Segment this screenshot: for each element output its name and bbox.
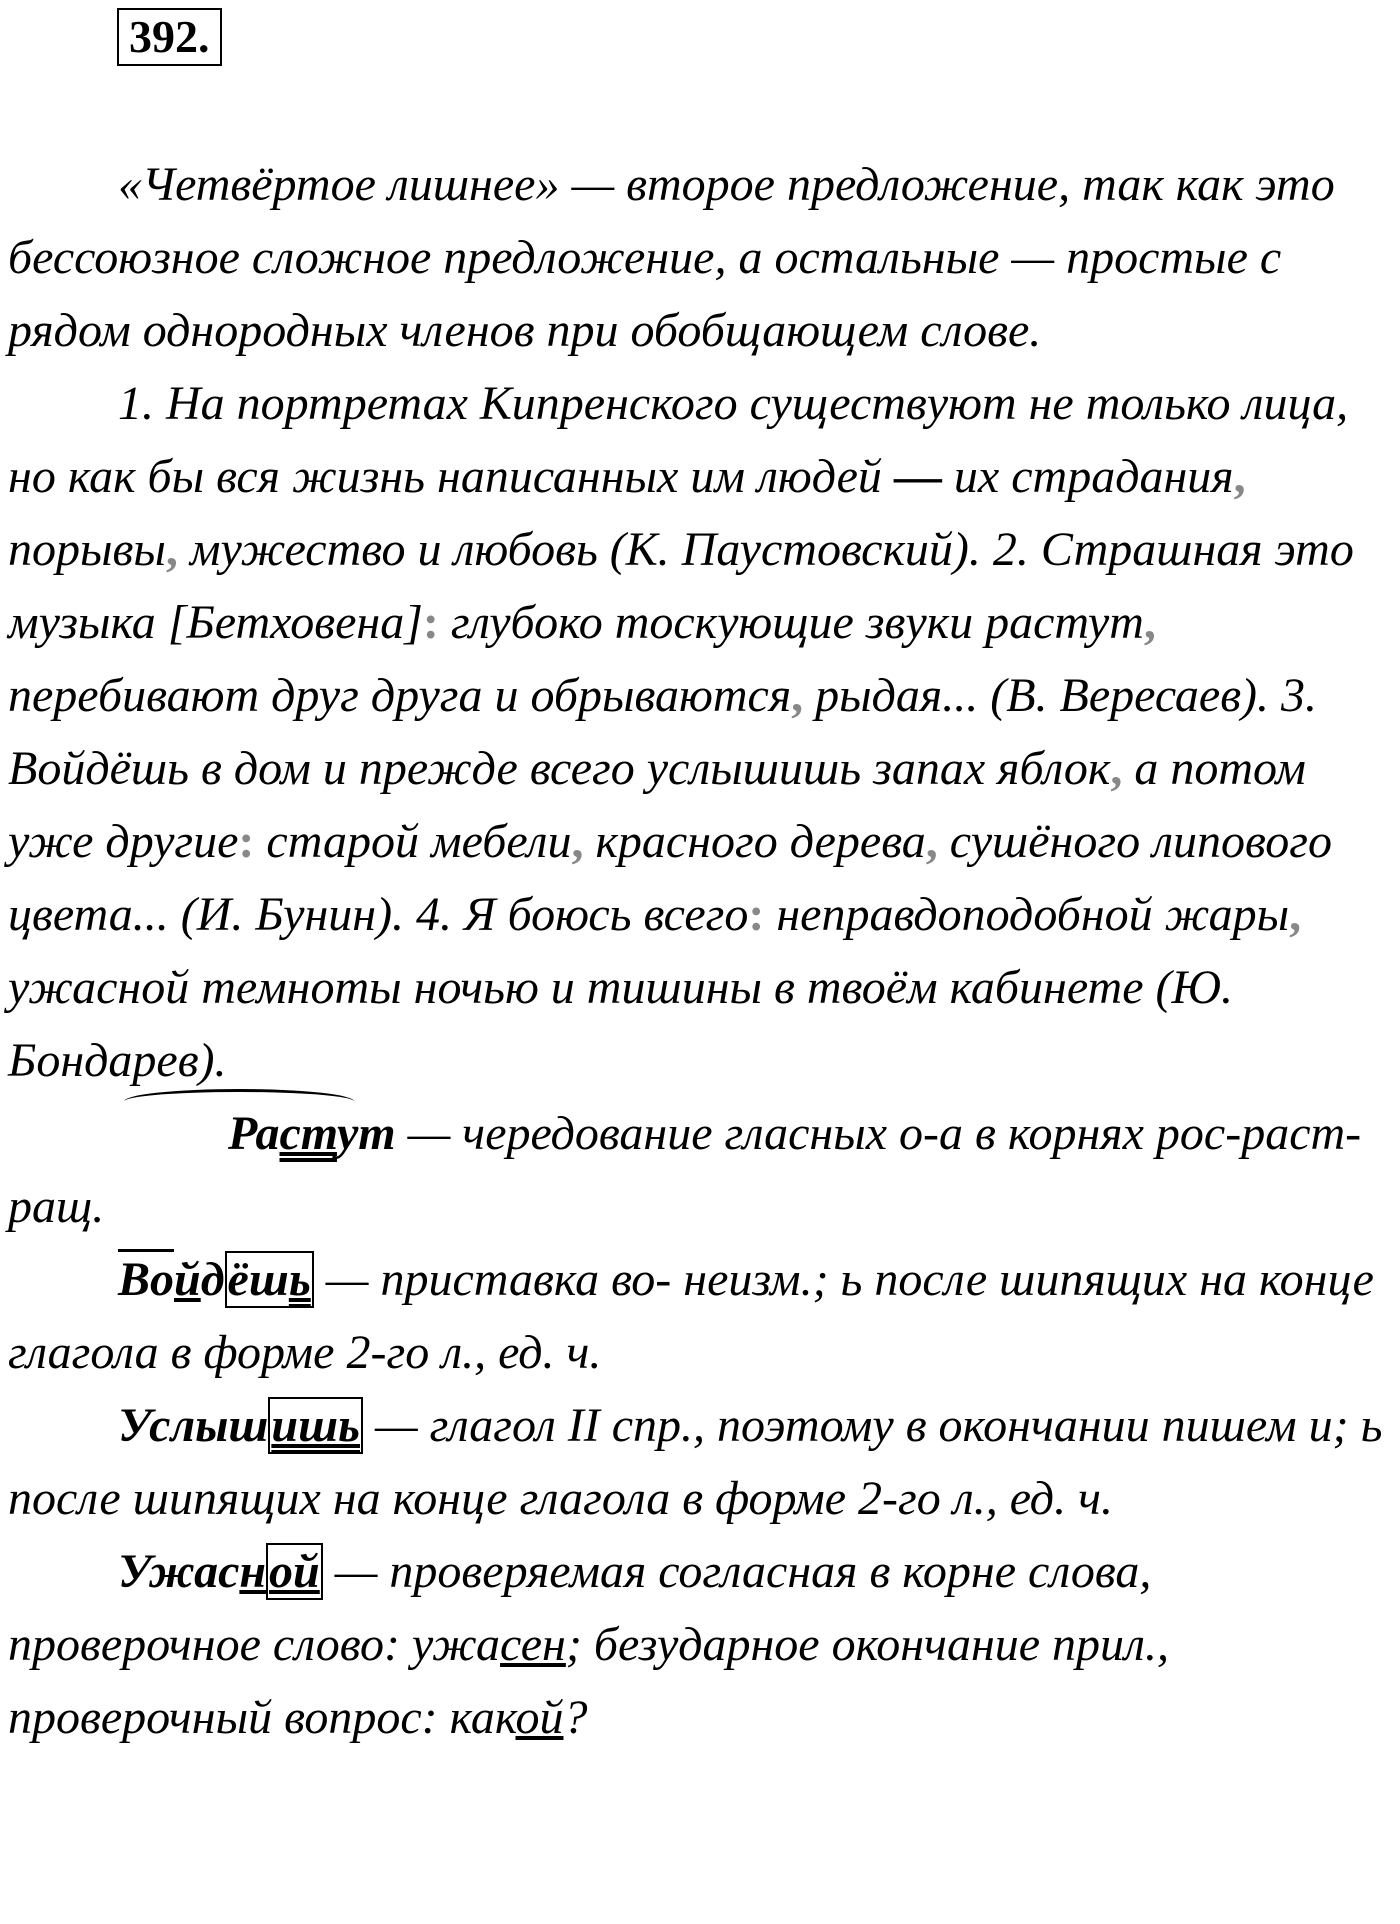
intro-paragraph: «Четвёртое лишнее» — второе предложение, так как это бессоюзное сложное предложение, а остальные — простые с рядом однородных членов при обобщающем слове. bbox=[8, 158, 1335, 357]
colon-mark: : bbox=[748, 888, 765, 941]
analyzed-word-uslyshish: Услышишь bbox=[118, 1397, 363, 1454]
comma-mark: , bbox=[571, 815, 584, 868]
sentence-text: их страдания bbox=[953, 450, 1234, 503]
note-text: — глагол II спр., поэтому в окончании пишем и; ь после шипящих на конце глагола в форме 2-го л., ед. ч. bbox=[8, 1399, 1383, 1525]
sentence-text: перебивают друг друга и обрываются bbox=[8, 669, 792, 722]
ending-box: ёшь bbox=[225, 1251, 314, 1308]
comma-mark: , bbox=[165, 523, 178, 576]
sentence-text: красного дерева bbox=[583, 815, 926, 868]
sentence-text: 1. На портретах Кипренского существуют не только лица, но как бы вся жизнь написанных им людей bbox=[8, 377, 1349, 503]
note-uzhasnoy bbox=[8, 1535, 1398, 1754]
root-arc: Расту bbox=[118, 1097, 358, 1170]
sentence-text: а потом уже другие bbox=[8, 742, 1306, 868]
note-text: — приставка во- неизм.; ь после шипящих на конце глагола в форме 2-го л., ед. ч. bbox=[8, 1253, 1374, 1379]
comma-mark: , bbox=[1110, 742, 1123, 795]
sentence-text: рыдая... (В. Вересаев). 3. Войдёшь в дом и прежде всего услышишь запах яблок bbox=[8, 669, 1318, 795]
sentence-text: старой мебели bbox=[254, 815, 572, 868]
comma-mark: , bbox=[1289, 888, 1302, 941]
ending-box: ишь bbox=[268, 1397, 363, 1454]
sentence-text: сушёного липового цвета... (И. Бунин). 4. Я боюсь всего bbox=[8, 815, 1332, 941]
sentence-text: ужасной темноты ночью и тишины в твоём кабинете (Ю. Бондарев). bbox=[8, 961, 1234, 1087]
note-uslyshish bbox=[8, 1389, 1398, 1535]
sentence-text: неправдоподобной жары bbox=[764, 888, 1290, 941]
note-text: — проверяемая согласная в корне слова, проверочное слово: ужа bbox=[8, 1545, 1152, 1671]
comma-mark: , bbox=[1143, 596, 1156, 649]
exercise-number: 392. bbox=[117, 8, 222, 66]
note-text: сен bbox=[500, 1618, 566, 1671]
sentence-text: мужество и любовь (К. Паустовский). 2. Страшная это музыка [Бетховена] bbox=[8, 523, 1354, 649]
note-text: ? bbox=[563, 1691, 588, 1744]
note-rastut bbox=[8, 1097, 1398, 1243]
comma-mark: , bbox=[925, 815, 938, 868]
note-text: ; безударное окончание прил., проверочный вопрос: как bbox=[8, 1618, 1169, 1744]
colon-mark: : bbox=[422, 596, 439, 649]
comma-mark: , bbox=[791, 669, 804, 722]
sentence-text: глубоко тоскующие звуки растут bbox=[438, 596, 1144, 649]
prefix-mark: Во bbox=[118, 1249, 174, 1306]
ending-box: ой bbox=[266, 1543, 323, 1600]
analyzed-word-rastut: Растут bbox=[118, 1107, 396, 1160]
colon-mark: : bbox=[238, 815, 255, 868]
analyzed-word-voidesh: Войдёшь bbox=[118, 1249, 314, 1308]
sentences-paragraph bbox=[8, 367, 1398, 1097]
analyzed-word-uzhasnoy: Ужасной bbox=[118, 1543, 323, 1600]
document-body bbox=[8, 148, 1398, 1754]
comma-mark: , bbox=[1233, 450, 1246, 503]
note-text: ой bbox=[515, 1691, 564, 1744]
sentence-text: порывы bbox=[8, 523, 166, 576]
dash-mark: — bbox=[881, 450, 954, 503]
note-voidesh bbox=[8, 1243, 1398, 1389]
note-text: — чередование гласных о-а в корнях рос-раст-ращ. bbox=[8, 1107, 1362, 1233]
